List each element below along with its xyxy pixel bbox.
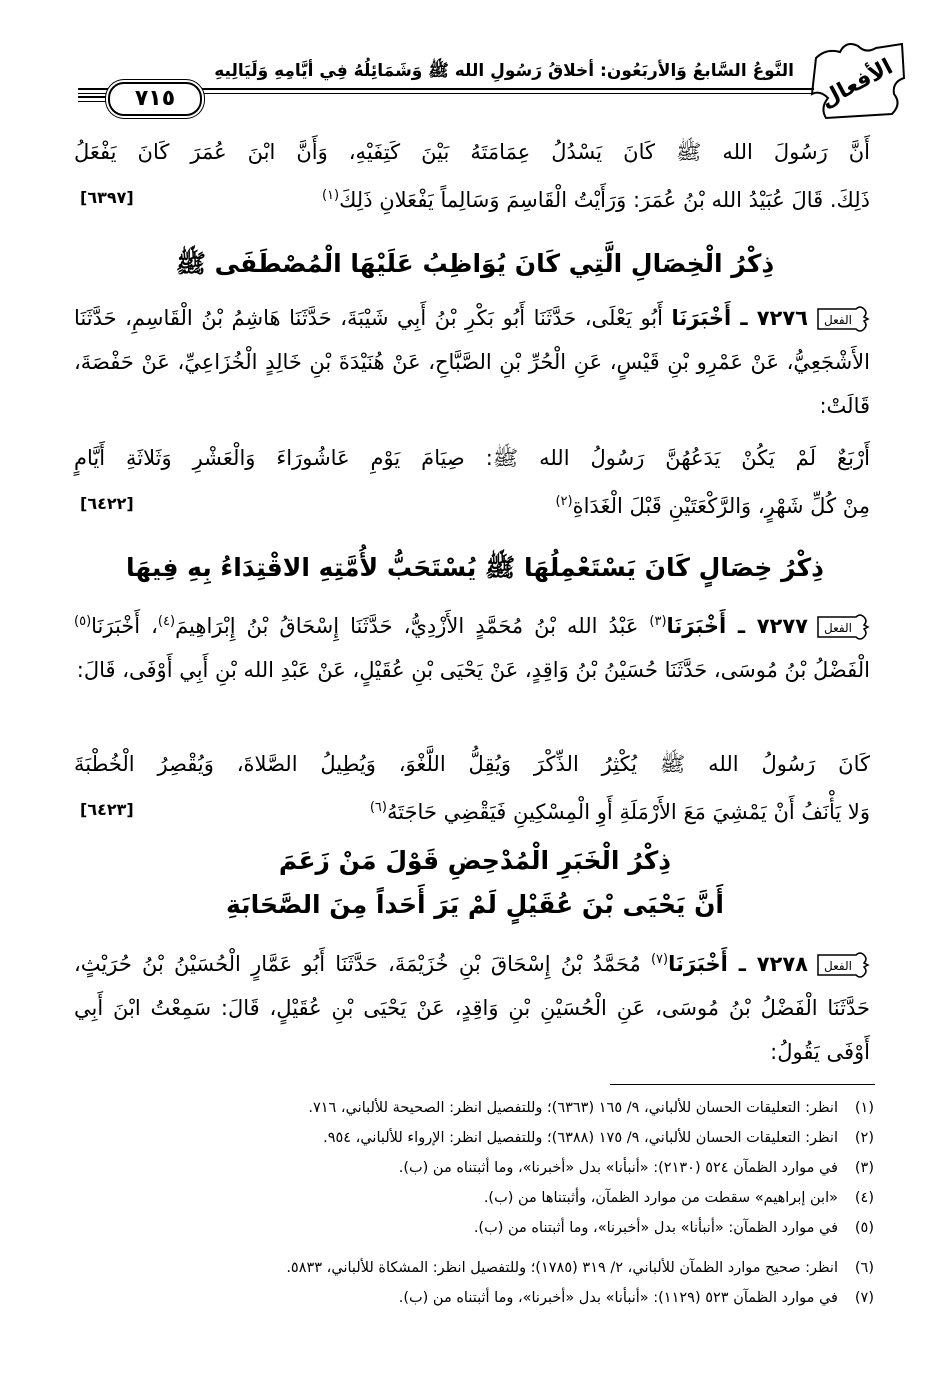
hadith-number: ٧٢٧٧ ـ أَخْبَرَنَا: [666, 614, 808, 638]
section-heading: أَنَّ يَحْيَى بْنَ عُقَيْلٍ لَمْ يَرَ أَحَداً مِنَ الصَّحَابَةِ: [226, 890, 724, 919]
puzzle-badge-icon: [816, 951, 870, 979]
footnote-separator: [610, 1084, 875, 1085]
puzzle-badge-icon: [816, 305, 870, 333]
pagenum-rule: [78, 96, 106, 98]
running-header-title: النَّوعُ السَّابعُ وَالأربَعُون: أخلاقُ رَسُولِ الله ﷺ وَشَمَائِلُهُ فِي أيَّامِهِ وَلَيَالِيهِ: [214, 61, 794, 81]
hadith-reference: [٦٤٢٢]: [80, 494, 134, 513]
isnad-paragraph: الفعل ٧٢٧٦ ـ أَخْبَرَنَا أَبُو يَعْلَى، حَدَّثَنَا أَبُو بَكْرِ بْنُ أَبِي شَيْبَةَ، حَدَّثَنَا هَاشِمُ بْنُ الْقَاسِمِ، حَدَّثَنَا الأَشْجَعِيُّ، عَنْ عَمْرِو بْنِ قَيْسٍ، عَنِ الْحُرِّ بْنِ الصَّبَّاحِ، عَنْ هُنَيْدَةَ بْنِ خَالِدٍ الْخُزَاعِيِّ، عَنْ حَفْصَةَ، قَالَتْ:: [74, 306, 870, 418]
footnote-marker: (٢): [555, 494, 573, 509]
svg-text:الفعل: الفعل: [824, 959, 852, 973]
section-heading: ذِكْرُ الْخِصَالِ الَّتِي كَانَ يُوَاظِبُ عَلَيْهَا الْمُصْطَفَى ﷺ: [175, 249, 775, 278]
page-number: ٧١٥: [108, 82, 202, 116]
footnote: (٥)في موارد الظمآن: «أنبأنا» بدل «أخبرنا»، وما أثبتناه من (ب).: [473, 1220, 874, 1236]
footnote: (٣)في موارد الظمآن ٥٢٤ (٢١٣٠): «أنبأنا» بدل «أخبرنا»، وما أثبتناه من (ب).: [398, 1160, 874, 1176]
section-heading: ذِكْرُ الْخَبَرِ الْمُدْحِضِ قَوْلَ مَنْ زَعَمَ: [278, 846, 672, 875]
hadith-number: ٧٢٧٦ ـ أَخْبَرَنَا: [671, 306, 808, 330]
puzzle-badge-icon: [816, 613, 870, 641]
footnote-marker: (٦): [369, 800, 387, 815]
svg-text:الفعل: الفعل: [824, 621, 852, 635]
matn-line: كَانَ رَسُولُ الله ﷺ يُكْثِرُ الذِّكْرَ وَيُقِلُّ اللَّغْوَ، وَيُطِيلُ الصَّلاةَ، وَيُقْصِرُ الْخُطْبَةَ: [74, 752, 870, 776]
text-line: ذَلِكَ. قَالَ عُبَيْدُ الله بْنُ عُمَرَ: وَرَأَيْتُ الْقَاسِمَ وَسَالِماً يَفْعَلانِ ذَلِكَ$^{(١)}$: [321, 188, 870, 212]
hadith-reference: [٦٤٢٣]: [80, 800, 134, 819]
isnad-paragraph: الفعل ٧٢٧٨ ـ أَخْبَرَنَا$^{(٧)}$ مُحَمَّدُ بْنُ إِسْحَاقَ بْنِ خُزَيْمَةَ، حَدَّثَنَا أَبُو عَمَّارٍ الْحُسَيْنُ بْنُ حُرَيْثٍ، حَدَّثَنَا الْفَضْلُ بْنُ مُوسَى، عَنِ الْحُسَيْنِ بْنِ وَاقِدٍ، عَنْ يَحْيَى بْنِ عُقَيْلٍ، قَالَ: سَمِعْتُ ابْنَ أَبِي أَوْفَى يَقُولُ:: [74, 952, 870, 1064]
footnote: (٢)انظر: التعليقات الحسان للألباني، ٩/ ١٧٥ (٦٣٨٨)؛ وللتفصيل انظر: الإرواء للألباني، ٩٥٤.: [323, 1130, 874, 1146]
hadith-number: ٧٢٧٨ ـ أَخْبَرَنَا: [668, 952, 808, 976]
footnote-marker: (١): [321, 188, 340, 203]
footnote: (٦)انظر: صحيح موارد الظمآن للألباني، ٢/ ٣١٩ (١٧٨٥)؛ وللتفصيل انظر: المشكاة للألباني، ٥٨٣٣.: [286, 1260, 874, 1276]
section-heading: ذِكْرُ خِصَالٍ كَانَ يَسْتَعْمِلُهَا ﷺ يُسْتَحَبُّ لأُمَّتِهِ الاقْتِدَاءُ بِهِ فِيهَا: [126, 553, 824, 582]
svg-text:الفعل: الفعل: [824, 313, 852, 327]
isnad-paragraph: الفعل ٧٢٧٧ ـ أَخْبَرَنَا$^{(٣)}$ عَبْدُ الله بْنُ مُحَمَّدٍ الأَزْدِيُّ، حَدَّثَنَا إِسْحَاقُ بْنُ إِبْرَاهِيمَ$^{(٤)}$، أَخْبَرَنَا$^{(٥)}$ الْفَضْلُ بْنُ مُوسَى، حَدَّثَنَا حُسَيْنُ بْنُ وَاقِدٍ، عَنْ يَحْيَى بْنِ عُقَيْلٍ، عَنْ عَبْدِ الله بْنِ أَبِي أَوْفَى، قَالَ:: [74, 614, 870, 682]
footnote: (٤)«ابن إبراهيم» سقطت من موارد الظمآن، وأثبتناها من (ب).: [483, 1190, 874, 1206]
badge-text: الأفعال: [816, 54, 898, 114]
footnote: (٧)في موارد الظمآن ٥٢٣ (١١٢٩): «أنبأنا» بدل «أخبرنا»، وما أثبتناه من (ب).: [398, 1290, 874, 1306]
matn-line: أَرْبَعٌ لَمْ يَكُنْ يَدَعُهُنَّ رَسُولُ الله ﷺ: صِيَامَ يَوْمِ عَاشُورَاءَ وَالْعَشْرِ وَثَلاثَةِ أَيَّامٍ: [74, 446, 870, 470]
matn-line: مِنْ كُلِّ شَهْرٍ، وَالرَّكْعَتَيْنِ قَبْلَ الْغَدَاةِ$^{(٢)}$: [555, 494, 870, 518]
hadith-reference: [٦٣٩٧]: [80, 188, 134, 207]
matn-line: وَلا يَأْنَفُ أَنْ يَمْشِيَ مَعَ الأَرْمَلَةِ أَوِ الْمِسْكِينِ فَيَقْضِي حَاجَتَهُ$^{(٦)}$: [369, 800, 870, 824]
pagenum-rule-thin: [78, 101, 106, 102]
footnote: (١)انظر: التعليقات الحسان للألباني، ٩/ ١٦٥ (٦٣٦٣)؛ وللتفصيل انظر: الصحيحة للألباني، ٧١٦.: [308, 1100, 874, 1116]
text-line: أَنَّ رَسُولَ الله ﷺ كَانَ يَسْدُلُ عِمَامَتَهُ بَيْنَ كَتِفَيْهِ، وَأَنَّ ابْنَ عُمَرَ كَانَ يَفْعَلُ: [74, 140, 870, 164]
puzzle-piece-badge: [806, 38, 910, 124]
